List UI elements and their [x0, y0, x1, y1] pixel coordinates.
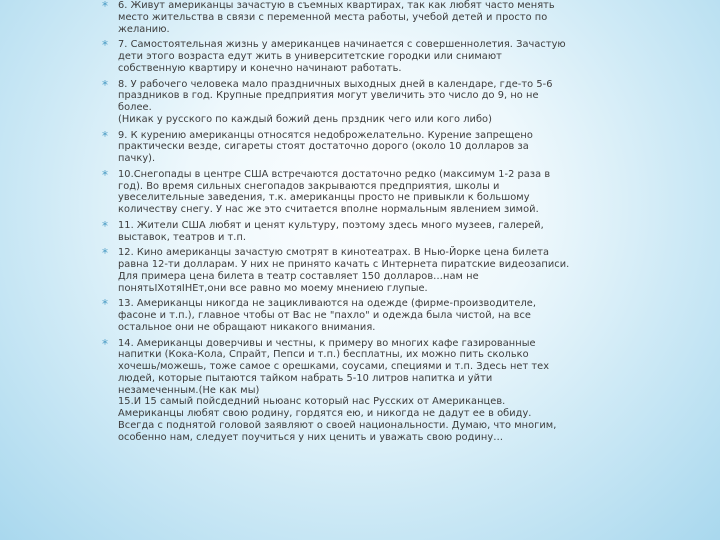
paragraph-line: праздников в год. Крупные предприятия могут увеличить это число до 9, но не [118, 90, 539, 102]
asterisk-bullet-icon: * [102, 0, 109, 13]
paragraph-line: равна 12-ти долларам. У них не принято качать с Интернета пиратские видеозаписи. [118, 259, 570, 270]
paragraph-line: незамеченным.(Не как мы) [118, 384, 260, 396]
paragraph-line: (Никак у русского по каждый божий день прздник чего или кого либо) [118, 113, 492, 125]
list-item [100, 338, 580, 444]
asterisk-bullet-icon: * [102, 38, 109, 53]
paragraph-line: 7. Самостоятельная жизнь у американцев начинается с совершеннолетия. Зачастую [118, 39, 566, 51]
list-item [100, 247, 580, 294]
asterisk-bullet-icon: * [102, 167, 109, 182]
paragraph-line: напитки (Кока-Кола, Спрайт, Пепси и т.п.) бесплатны, их можно пить сколько [118, 349, 529, 361]
paragraph-line: 11. Жители США любят и ценят культуру, поэтому здесь много музеев, галерей, [118, 219, 544, 231]
list-item [100, 79, 580, 126]
paragraph-line: 6. Живут американцы зачастую в съемных квартирах, так как любят часто менять [118, 0, 555, 11]
paragraph-line: Всегда с поднятой головой заявляют о своей национальности. Думаю, что многим, [118, 419, 557, 431]
paragraph-line: 14. Американцы доверчивы и честны, к примеру во многих кафе газированные [118, 337, 536, 349]
list-item [100, 0, 580, 35]
list-item [100, 130, 580, 165]
paragraph-line: более. [118, 102, 152, 113]
paragraph-line: людей, которые пытаются тайком набрать 5-10 литров напитка и уйти [118, 372, 493, 384]
paragraph-line: пачку). [118, 153, 156, 164]
paragraph-line: желанию. [118, 23, 170, 35]
list-item [100, 220, 580, 244]
paragraph-line: 15.И 15 самый пойсдедний ньюанс который нас Русских от Американцев. [118, 396, 506, 408]
list-item [100, 298, 580, 333]
paragraph-line: 12. Кино американцы зачастую смотрят в кинотеатрах. В Нью-Йорке цена билета [118, 247, 550, 259]
paragraph-line: дети этого возраста едут жить в университетские городки или снимают [118, 51, 502, 62]
paragraph-line: понятьIХотяIНЕт,они все равно мо моему мнениею глупые. [118, 282, 428, 294]
paragraph-line: количеству снегу. У нас же это считается вполне нормальным явлением зимой. [118, 204, 539, 215]
paragraph-line: Американцы любят свою родину, гордятся ею, и никогда не дадут ее в обиду. [118, 408, 532, 419]
asterisk-bullet-icon: * [102, 77, 109, 92]
asterisk-bullet-icon: * [102, 297, 109, 312]
paragraph-line: 9. К курению американцы относятся недоброжелательно. Курение запрещено [118, 129, 533, 141]
paragraph-line: остальное они не обращают никакого внимания. [118, 321, 376, 333]
asterisk-bullet-icon: * [102, 246, 109, 261]
paragraph-line: 10.Снегопады в центре США встречаются достаточно редко (максимум 1-2 раза в [118, 168, 551, 180]
paragraph-line: Для примера цена билета в театр составляет 150 долларов…нам не [118, 270, 479, 282]
asterisk-bullet-icon: * [102, 128, 109, 143]
paragraph-line: увеселительные заведения, т.к. американцы просто не привыкли к большому [118, 192, 530, 204]
paragraph-line: год). Во время сильных снегопадов закрываются предприятия, школы и [118, 180, 500, 192]
paragraph-line: место жительства в связи с переменной места работы, учебой детей и просто по [118, 11, 548, 23]
list-item [100, 39, 580, 74]
paragraph-line: особенно нам, следует поучиться у них ценить и уважать свою родину… [118, 431, 504, 443]
paragraph-line: собственную квартиру и конечно начинают работать. [118, 62, 402, 74]
paragraph-line: фасоне и т.п.), главное чтобы от Вас не "пахло" и одежда была чистой, на все [118, 310, 531, 321]
paragraph-line: выставок, театров и т.п. [118, 231, 247, 243]
asterisk-bullet-icon: * [102, 336, 109, 351]
paragraph-line: практически везде, сигареты стоят достаточно дорого (около 10 долларов за [118, 141, 529, 153]
list-item [100, 169, 580, 216]
bullet-list [100, 0, 580, 447]
paragraph-line: 8. У рабочего человека мало праздничных выходных дней в календаре, где-то 5-6 [118, 78, 553, 90]
paragraph-line: 13. Американцы никогда не зацикливаются на одежде (фирме-производителе, [118, 298, 537, 310]
asterisk-bullet-icon: * [102, 218, 109, 233]
paragraph-line: хочешь/можешь, тоже самое с орешками, соусами, специями и т.п. Здесь нет тех [118, 361, 550, 372]
